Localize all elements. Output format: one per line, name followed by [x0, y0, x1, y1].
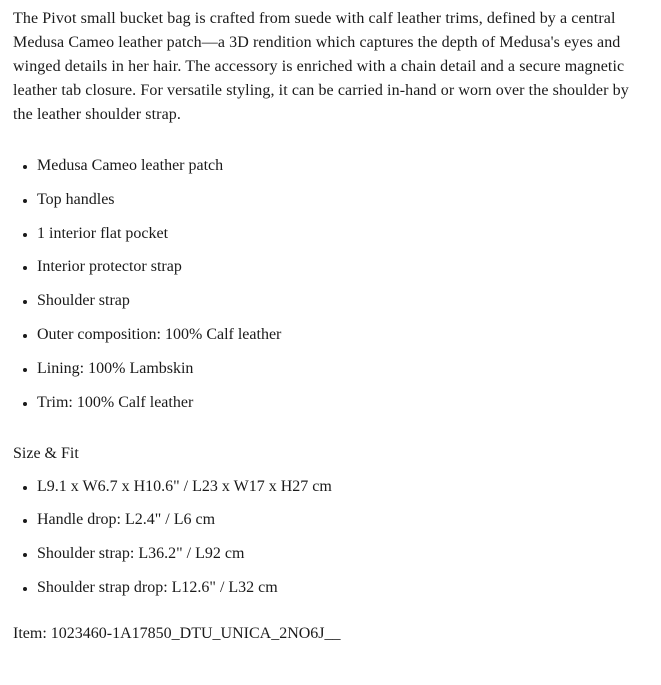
list-item: • 1 interior flat pocket: [37, 222, 647, 246]
item-code: Item: 1023460-1A17850_DTU_UNICA_2NO6J__: [13, 624, 341, 642]
list-item: • Shoulder strap: L36.2" / L92 cm: [37, 542, 647, 566]
list-item: • Top handles: [37, 188, 647, 212]
list-item: • Outer composition: 100% Calf leather: [37, 323, 647, 347]
size-fit-list: [13, 475, 647, 600]
list-item: • Lining: 100% Lambskin: [37, 357, 647, 381]
feature-list: [13, 154, 647, 415]
list-item: • Interior protector strap: [37, 255, 647, 279]
list-item: • Trim: 100% Calf leather: [37, 391, 647, 415]
size-fit-heading: Size & Fit: [13, 444, 79, 462]
list-item: • Shoulder strap: [37, 289, 647, 313]
product-description: The Pivot small bucket bag is crafted from suede with calf leather trims, defined by a central Medusa Cameo leather patch—a 3D rendition which captures the depth of Medusa's eyes and winged details in her hair. The accessory is enriched with a chain detail and a secure magnetic leather tab closure. For versatile styling, it can be carried in-hand or worn over the shoulder by the leather shoulder strap.: [13, 10, 629, 123]
list-item: • Medusa Cameo leather patch: [37, 154, 647, 178]
list-item: • Shoulder strap drop: L12.6" / L32 cm: [37, 576, 647, 600]
list-item: • Handle drop: L2.4" / L6 cm: [37, 508, 647, 532]
list-item: • L9.1 x W6.7 x H10.6" / L23 x W17 x H27 cm: [37, 475, 647, 499]
